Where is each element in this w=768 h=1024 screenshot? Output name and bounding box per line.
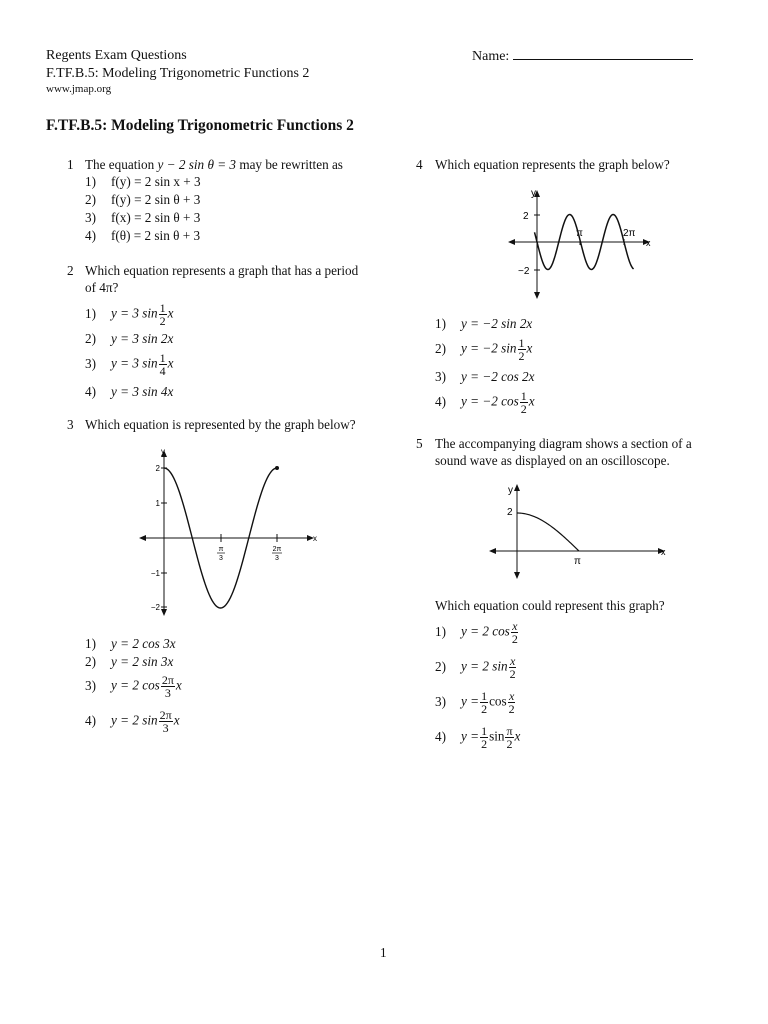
q5-stem-line-1: The accompanying diagram shows a section of a [435,436,692,451]
q4-y-tick-neg2: −2 [518,266,530,277]
q1-option-2[interactable]: 2) f(y) = 2 sin θ + 3 [85,192,201,207]
name-blank [513,47,693,60]
q5-option-1[interactable]: 1) y = 2 cos $\frac{x}{2}$ [435,619,518,646]
q3-number: 3 [67,417,74,432]
x-axis-arrow-left [139,535,146,541]
q3-x-label: x [313,534,317,543]
q4-option-2[interactable]: 2) y = −2 sin $\frac{1}{2}$ x [435,336,533,363]
q1-stem-c: may be rewritten as [236,157,343,172]
q1-stem [85,156,343,173]
fraction: $\frac{1}{2}$ [159,301,166,328]
q2-option-4[interactable]: 4) y = 3 sin 4x [85,384,174,399]
fraction: $\frac{1}{2}$ [518,336,525,363]
q4-x-tick-pi: π [576,228,583,239]
q5-option-2[interactable]: 2) y = 2 sin $\frac{x}{2}$ [435,654,516,681]
name-field [472,47,693,65]
q4-option-1[interactable]: 1) y = −2 sin 2x [435,316,533,331]
q3-y-tick-neg1: −1 [150,569,160,578]
q1-number: 1 [67,157,74,172]
q3-end-point [275,466,279,470]
q5-curve [517,513,579,551]
header-line-2: F.TF.B.5: Modeling Trigonometric Functions 2 [46,66,310,81]
q4-option-3[interactable]: 3) y = −2 cos 2x [435,369,535,384]
page-number: 1 [380,945,387,960]
fraction: $\frac{1}{2}$ [481,689,488,716]
q5-number: 5 [416,436,423,451]
q3-x-tick-pi3-d: 3 [219,555,223,562]
q5-graph [486,480,671,582]
header-site: www.jmap.org [46,83,112,95]
q4-y-label: y [531,188,536,199]
y-axis-arrow-down [161,609,167,616]
fraction: $\frac{2\pi}{3}$ [161,673,174,700]
q3-option-3[interactable]: 3) y = 2 cos $\frac{2\pi}{3}$ x [85,673,182,700]
q2-stem-line-1: Which equation represents a graph that has a period [85,263,359,278]
q2-option-2[interactable]: 2) y = 3 sin 2x [85,331,174,346]
q4-x-label: x [646,238,651,248]
q5-x-label: x [661,547,666,557]
q3-graph [135,444,325,619]
q3-y-tick-neg2: −2 [150,603,160,612]
q1-option-1[interactable]: 1) f(y) = 2 sin x + 3 [85,174,201,189]
header-line-1: Regents Exam Questions [46,48,187,63]
q3-y-tick-1: 1 [155,499,160,508]
q5-option-4[interactable]: 4) y = $\frac{1}{2}$ sin $\frac{\pi}{2}$ x [435,724,521,751]
q5-y-label: y [508,485,513,496]
page-title: F.TF.B.5: Modeling Trigonometric Functions 2 [46,117,354,134]
q2-option-1[interactable]: 1) y = 3 sin $\frac{1}{2}$ x [85,301,174,328]
fraction: $\frac{1}{2}$ [481,724,488,751]
q5-prompt: Which equation could represent this graph? [435,598,665,613]
q3-option-4[interactable]: 4) y = 2 sin $\frac{2\pi}{3}$ x [85,708,180,735]
fraction: $\frac{\pi}{2}$ [506,724,513,751]
q5-y-tick-2: 2 [507,507,513,518]
fraction: $\frac{1}{4}$ [159,351,166,378]
q4-number: 4 [416,157,423,172]
q3-x-tick-2pi3-n: 2π [272,546,282,553]
fraction: $\frac{2\pi}{3}$ [159,708,172,735]
q4-option-4[interactable]: 4) y = −2 cos $\frac{1}{2}$ x [435,389,535,416]
q1-option-3[interactable]: 3) f(x) = 2 sin θ + 3 [85,210,201,225]
fraction: $\frac{x}{2}$ [509,654,516,681]
q2-option-3[interactable]: 3) y = 3 sin $\frac{1}{4}$ x [85,351,174,378]
q3-x-tick-2pi3-d: 3 [275,555,279,562]
q3-x-tick-pi3-n: π [218,546,224,553]
q4-y-tick-2: 2 [523,211,529,222]
q3-y-tick-2: 2 [155,464,160,473]
q4-x-tick-2pi: 2π [623,228,636,239]
q1-option-4[interactable]: 4) f(θ) = 2 sin θ + 3 [85,228,201,243]
fraction: $\frac{x}{2}$ [511,619,518,646]
q1-stem-eq: y − 2 sin θ = 3 [157,157,237,172]
name-label: Name: [472,49,510,64]
q5-x-tick-pi: π [574,556,581,567]
q3-option-1[interactable]: 1) y = 2 cos 3x [85,636,176,651]
q3-option-2[interactable]: 2) y = 2 sin 3x [85,654,174,669]
q1-stem-a: The equation [85,157,158,172]
q4-stem: Which equation represents the graph below? [435,157,670,172]
q2-number: 2 [67,263,74,278]
fraction: $\frac{1}{2}$ [520,389,527,416]
q4-graph [506,186,656,300]
q5-stem-line-2: sound wave as displayed on an oscilloscope. [435,453,670,468]
q3-y-label: y [161,447,165,456]
fraction: $\frac{x}{2}$ [508,689,515,716]
q2-stem-line-2: of 4π? [85,280,119,295]
q3-stem: Which equation is represented by the graph below? [85,417,356,432]
q5-option-3[interactable]: 3) y = $\frac{1}{2}$ cos $\frac{x}{2}$ [435,689,515,716]
